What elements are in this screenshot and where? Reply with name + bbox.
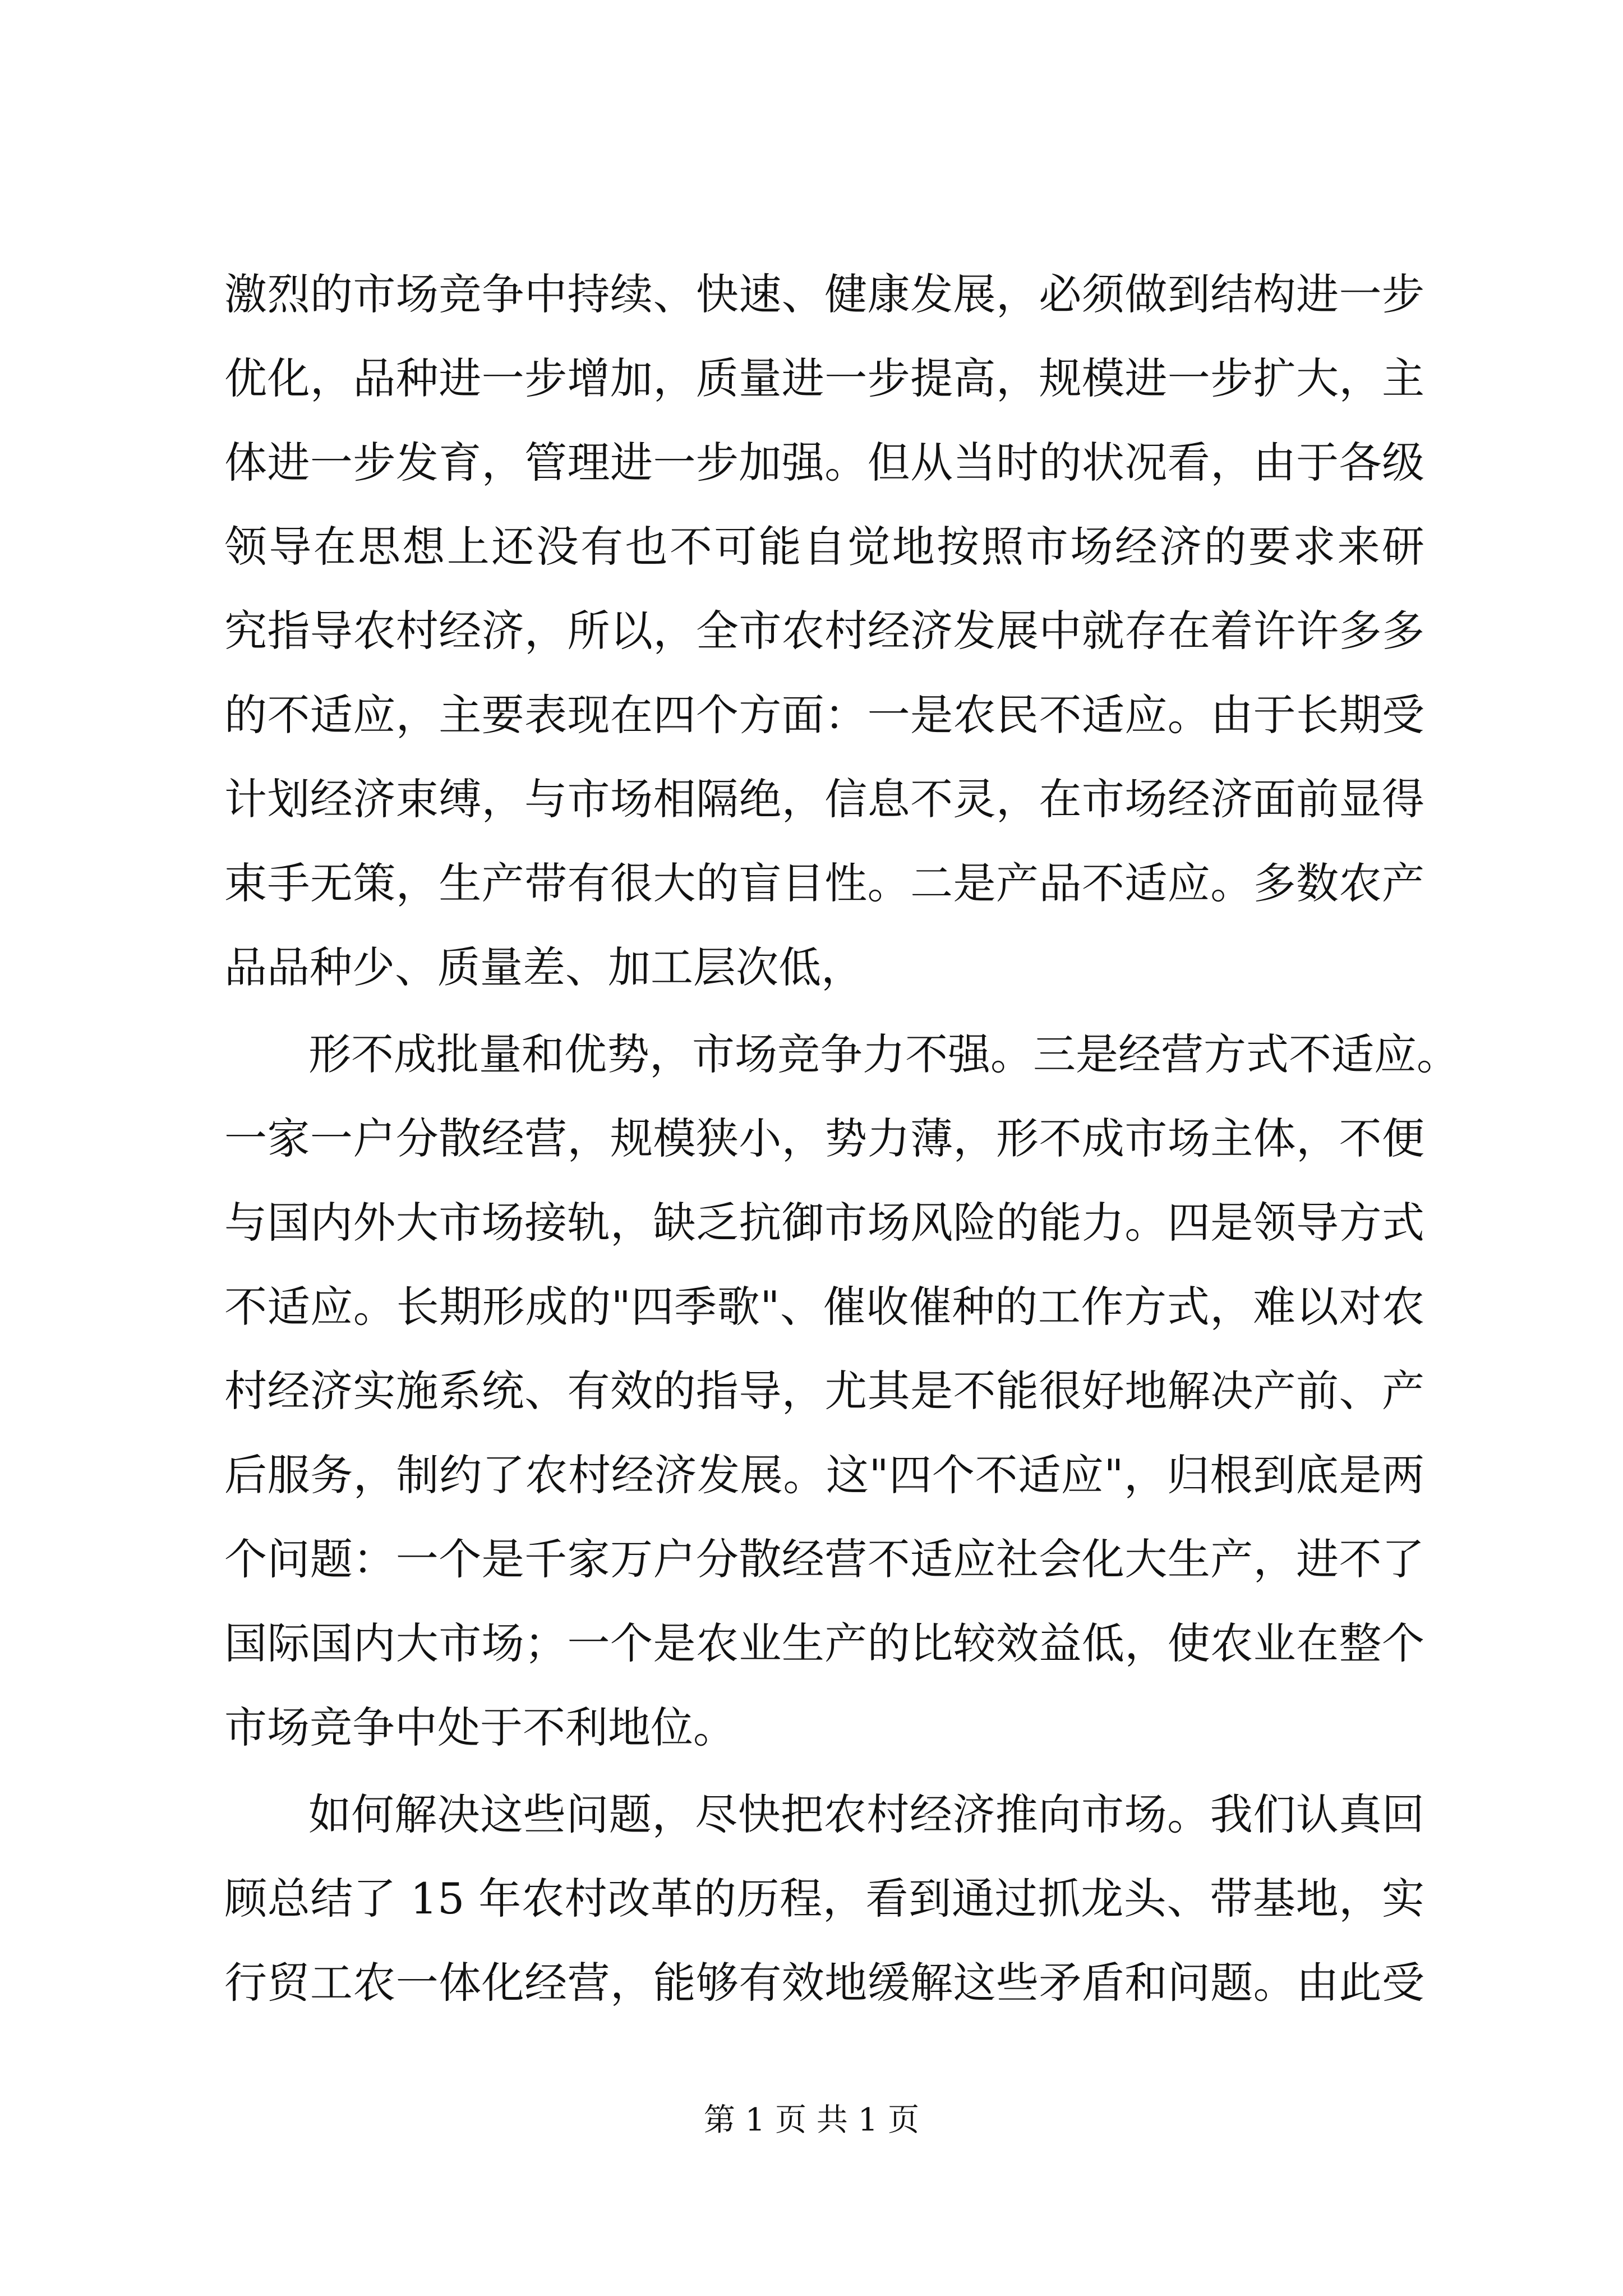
text-line: 品品种少、质量差、加工层次低， (224, 942, 864, 992)
page-footer: 第 1 页 共 1 页 (703, 2102, 920, 2138)
text-line: 究指导农村经济，所以，全市农村经济发展中就存在着许许多多 (224, 606, 1424, 656)
text-line: 国际国内大市场；一个是农业生产的比较效益低，使农业在整个 (224, 1618, 1424, 1668)
text-line: 体进一步发育，管理进一步加强。但从当时的状况看，由于各级 (224, 438, 1424, 487)
text-line: 个问题：一个是千家万户分散经营不适应社会化大生产，进不了 (224, 1534, 1424, 1584)
paragraph-start-line: 如何解决这些问题，尽快把农村经济推向市场。我们认真回 (308, 1789, 1424, 1839)
text-line: 市场竞争中处于不利地位。 (224, 1703, 736, 1752)
text-line: 与国内外大市场接轨，缺乏抗御市场风险的能力。四是领导方式 (224, 1198, 1424, 1248)
text-line: 的不适应，主要表现在四个方面：一是农民不适应。由于长期受 (224, 690, 1424, 740)
text-line: 束手无策，生产带有很大的盲目性。二是产品不适应。多数农产 (224, 858, 1424, 908)
text-line: 村经济实施系统、有效的指导，尤其是不能很好地解决产前、产 (224, 1366, 1424, 1416)
text-line: 一家一户分散经营，规模狭小，势力薄，形不成市场主体，不便 (224, 1114, 1424, 1163)
text-line: 激烈的市场竞争中持续、快速、健康发展，必须做到结构进一步 (224, 269, 1424, 319)
text-line: 行贸工农一体化经营，能够有效地缓解这些矛盾和问题。由此受 (224, 1958, 1424, 2008)
text-line: 计划经济束缚，与市场相隔绝，信息不灵，在市场经济面前显得 (224, 774, 1424, 824)
text-line: 后服务，制约了农村经济发展。这"四个不适应"，归根到底是两 (224, 1450, 1424, 1500)
paragraph-start-line: 形不成批量和优势，市场竞争力不强。三是经营方式不适应。 (308, 1029, 1459, 1079)
text-line: 优化，品种进一步增加，质量进一步提高，规模进一步扩大，主 (224, 353, 1424, 403)
text-line: 顾总结了 15 年农村改革的历程，看到通过抓龙头、带基地，实 (224, 1874, 1424, 1924)
text-line: 不适应。长期形成的"四季歌"、催收催种的工作方式，难以对农 (224, 1282, 1424, 1332)
text-line: 领导在思想上还没有也不可能自觉地按照市场经济的要求来研 (224, 522, 1424, 572)
